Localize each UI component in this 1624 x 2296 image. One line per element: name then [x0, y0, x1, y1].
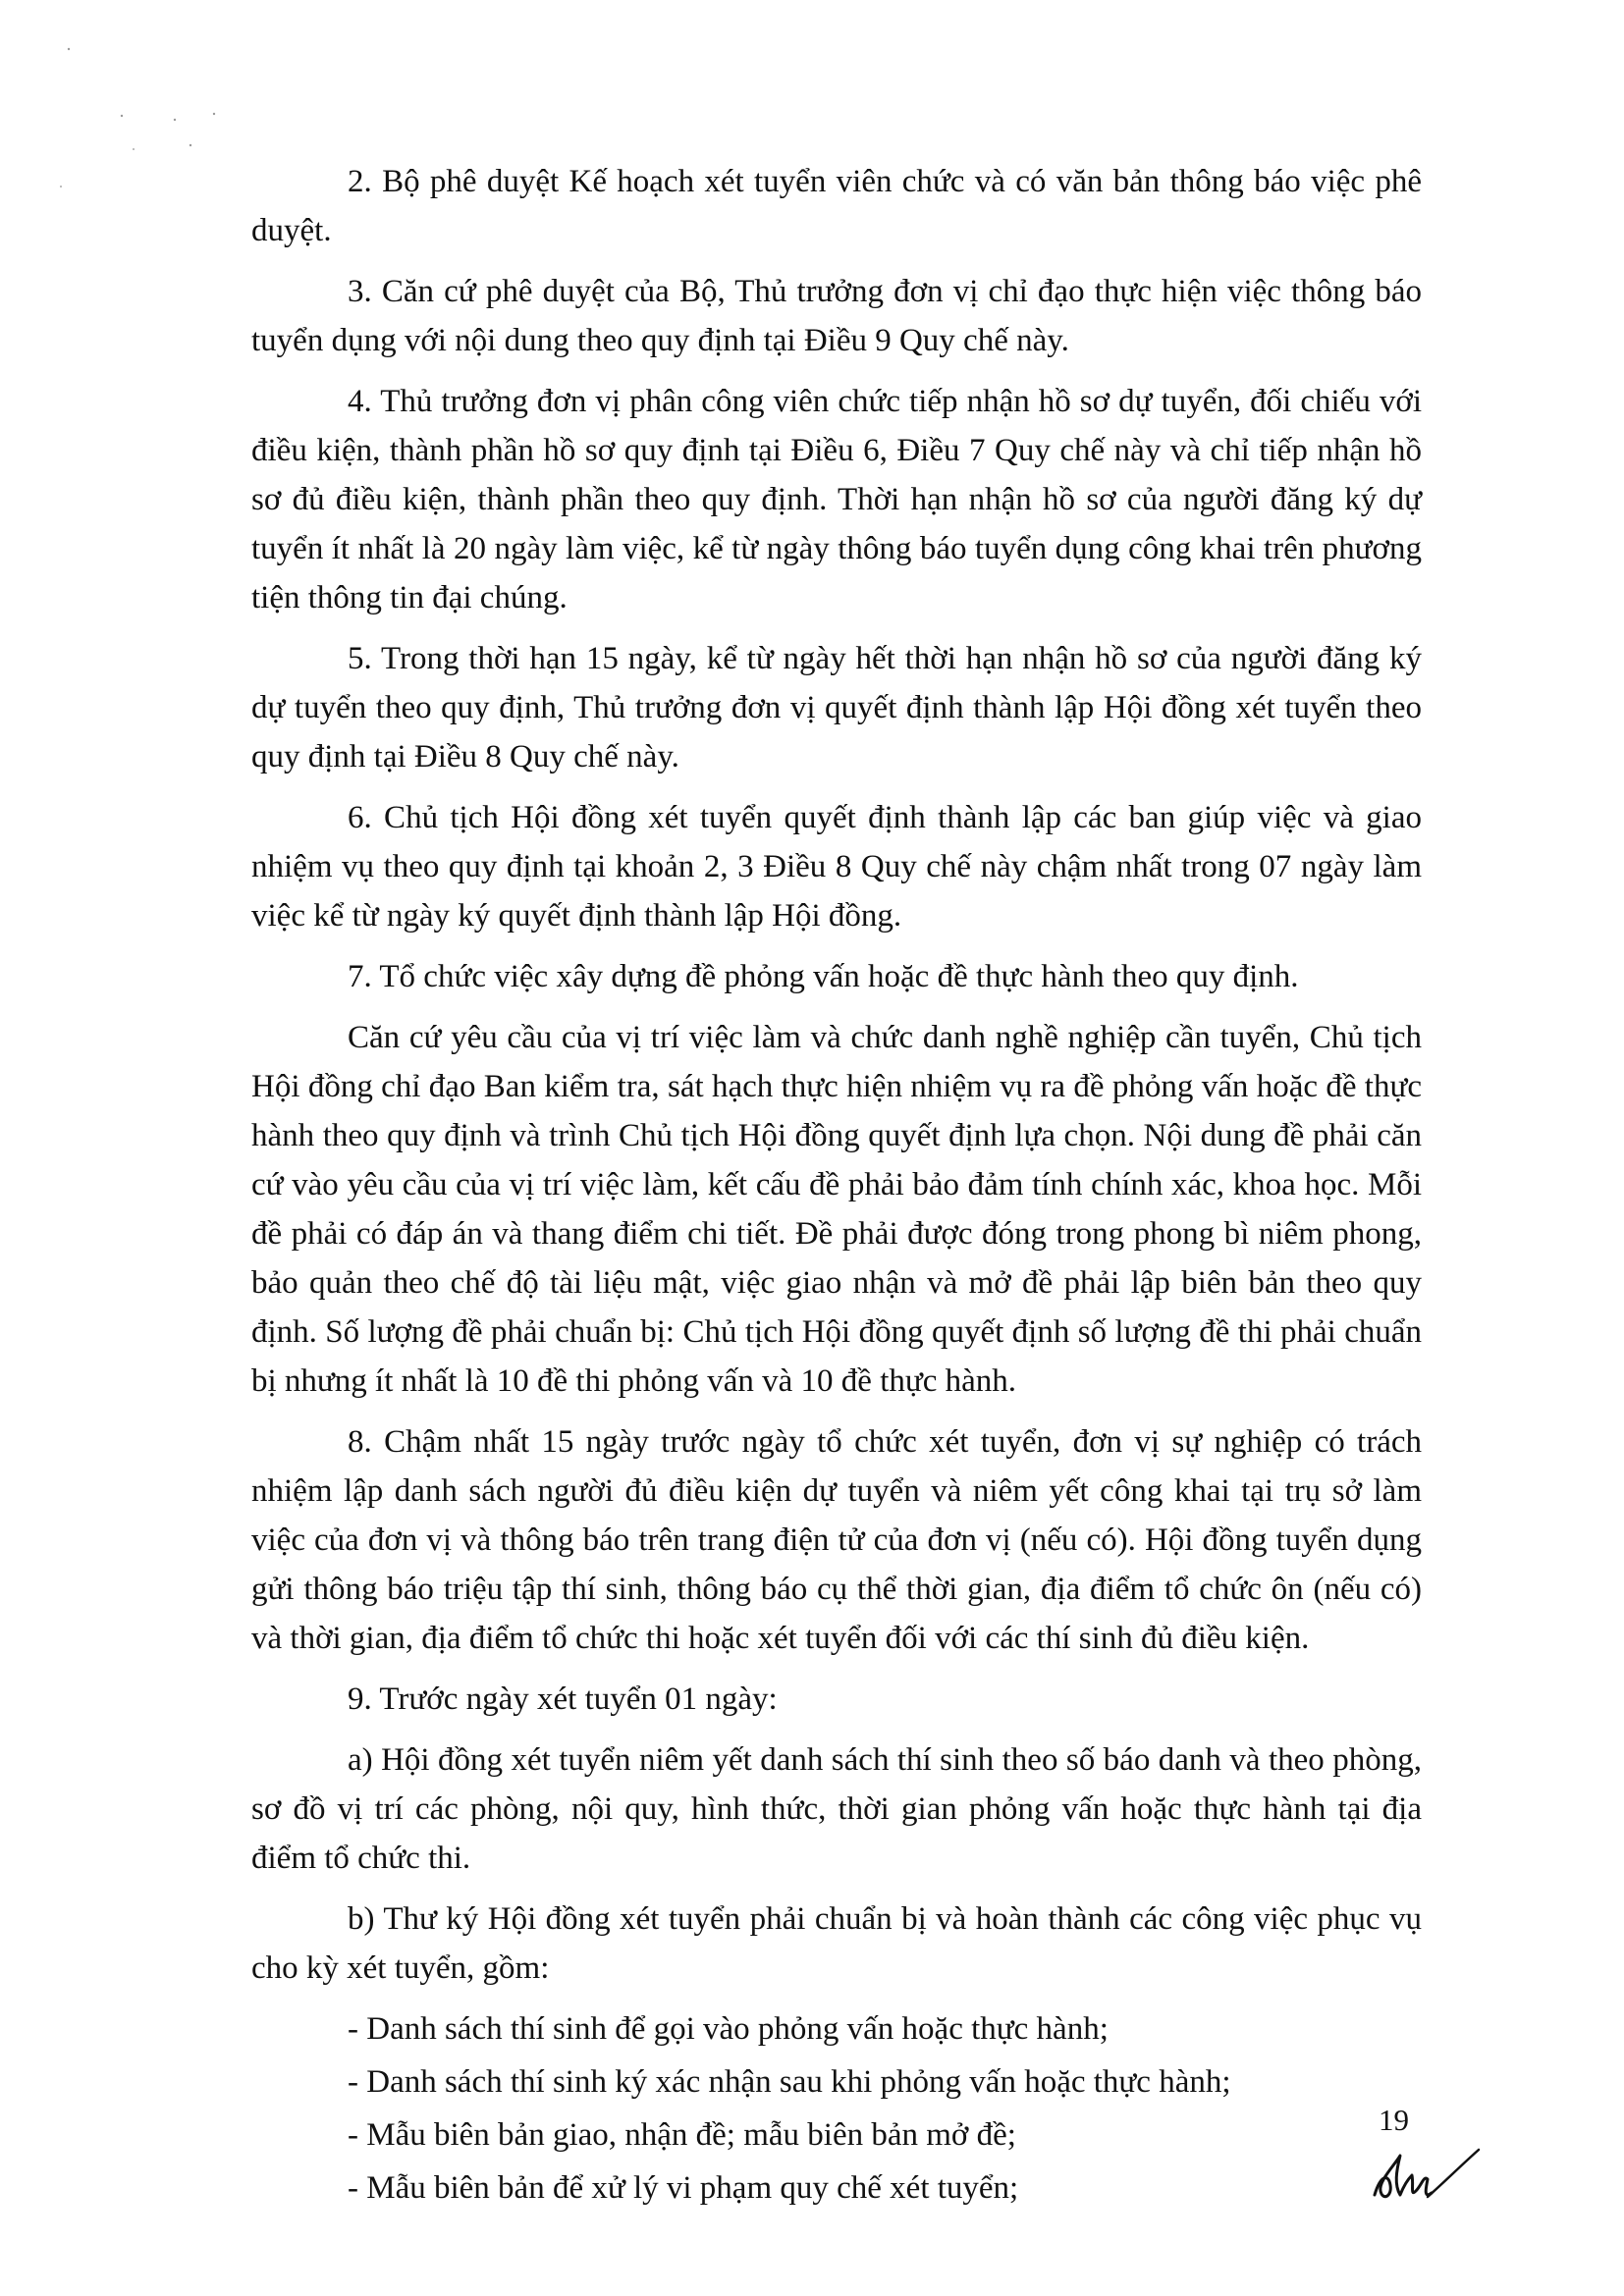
paragraph-6: 6. Chủ tịch Hội đồng xét tuyển quyết định thành lập các ban giúp việc và giao nhiệm vụ theo quy định tại khoản 2, 3 Điều 8 Quy chế này chậm nhất trong 07 ngày làm việc kể từ ngày ký quyết định thành lập Hội đồng.	[251, 800, 1422, 934]
paragraph-4: 4. Thủ trưởng đơn vị phân công viên chức tiếp nhận hồ sơ dự tuyển, đối chiếu với điều kiện, thành phần hồ sơ quy định tại Điều 6, Điều 7 Quy chế này và chỉ tiếp nhận hồ sơ đủ điều kiện, thành phần theo quy định. Thời hạn nhận hồ sơ của người đăng ký dự tuyển ít nhất là 20 ngày làm việc, kể từ ngày thông báo tuyển dụng công khai trên phương tiện thông tin đại chúng.	[251, 384, 1422, 615]
scan-specks	[39, 39, 236, 196]
paragraph-7-detail: Căn cứ yêu cầu của vị trí việc làm và chức danh nghề nghiệp cần tuyển, Chủ tịch Hội đồng chỉ đạo Ban kiểm tra, sát hạch thực hiện nhiệm vụ ra đề phỏng vấn hoặc đề thực hành theo quy định và trình Chủ tịch Hội đồng quyết định lựa chọn. Nội dung đề phải căn cứ vào yêu cầu của vị trí việc làm, kết cấu đề phải bảo đảm tính chính xác, khoa học. Mỗi đề phải có đáp án và thang điểm chi tiết. Đề phải được đóng trong phong bì niêm phong, bảo quản theo chế độ tài liệu mật, việc giao nhận và mở đề phải lập biên bản theo quy định. Số lượng đề phải chuẩn bị: Chủ tịch Hội đồng quyết định số lượng đề thi phải chuẩn bị nhưng ít nhất là 10 đề thi phỏng vấn và 10 đề thực hành.	[251, 1020, 1422, 1399]
list-item: - Danh sách thí sinh ký xác nhận sau khi phỏng vấn hoặc thực hành;	[348, 2064, 1231, 2100]
document-body	[251, 157, 1422, 2216]
paragraph-5: 5. Trong thời hạn 15 ngày, kể từ ngày hết thời hạn nhận hồ sơ của người đăng ký dự tuyển theo quy định, Thủ trưởng đơn vị quyết định thành lập Hội đồng xét tuyển theo quy định tại Điều 8 Quy chế này.	[251, 641, 1422, 774]
paragraph-7: 7. Tổ chức việc xây dựng đề phỏng vấn hoặc đề thực hành theo quy định.	[348, 959, 1299, 994]
list-item: - Mẫu biên bản để xử lý vi phạm quy chế xét tuyển;	[348, 2170, 1019, 2206]
paragraph-9b: b) Thư ký Hội đồng xét tuyển phải chuẩn bị và hoàn thành các công việc phục vụ cho kỳ xét tuyển, gồm:	[251, 1901, 1422, 1986]
paragraph-9: 9. Trước ngày xét tuyển 01 ngày:	[348, 1682, 778, 1717]
paragraph-9a: a) Hội đồng xét tuyển niêm yết danh sách thí sinh theo số báo danh và theo phòng, sơ đồ vị trí các phòng, nội quy, hình thức, thời gian phỏng vấn hoặc thực hành tại địa điểm tổ chức thi.	[251, 1742, 1422, 1876]
page-number: 19	[1379, 2103, 1409, 2137]
list-item: - Danh sách thí sinh để gọi vào phỏng vấn hoặc thực hành;	[348, 2011, 1109, 2047]
paragraph-8: 8. Chậm nhất 15 ngày trước ngày tổ chức xét tuyển, đơn vị sự nghiệp có trách nhiệm lập danh sách người đủ điều kiện dự tuyển và niêm yết công khai tại trụ sở làm việc của đơn vị và thông báo trên trang điện tử của đơn vị (nếu có). Hội đồng tuyển dụng gửi thông báo triệu tập thí sinh, thông báo cụ thể thời gian, địa điểm tổ chức ôn (nếu có) và thời gian, địa điểm tổ chức thi hoặc xét tuyển đối với các thí sinh đủ điều kiện.	[251, 1424, 1422, 1656]
list-item: - Mẫu biên bản giao, nhận đề; mẫu biên bản mở đề;	[348, 2117, 1016, 2153]
initials-signature-icon	[1367, 2146, 1485, 2209]
paragraph-3: 3. Căn cứ phê duyệt của Bộ, Thủ trưởng đơn vị chỉ đạo thực hiện việc thông báo tuyển dụng với nội dung theo quy định tại Điều 9 Quy chế này.	[251, 274, 1422, 358]
paragraph-2: 2. Bộ phê duyệt Kế hoạch xét tuyển viên chức và có văn bản thông báo việc phê duyệt.	[251, 164, 1422, 248]
